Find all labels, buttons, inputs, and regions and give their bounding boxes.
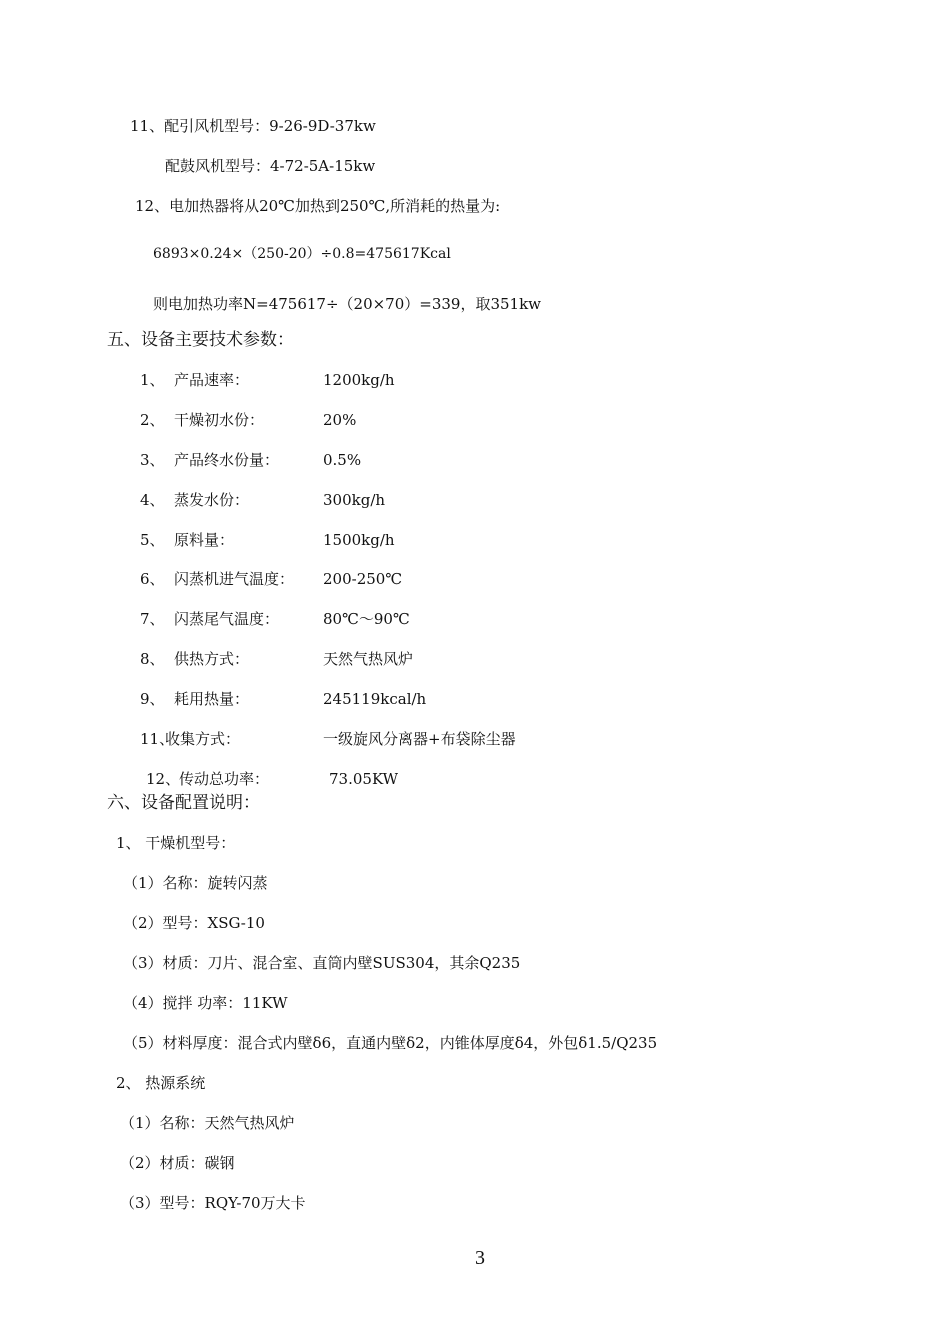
spec-item-value: 73.05KW xyxy=(329,770,399,788)
spec-item-label: 产品终水份量： xyxy=(174,451,280,469)
spec-item-label: 传动总功率： xyxy=(179,770,270,788)
spec-item-label: 供热方式： xyxy=(174,650,250,668)
dryer-power-line: （4）搅拌 功率：11KW xyxy=(123,994,288,1012)
calc-line-12: 12、电加热器将从20℃加热到250℃,所消耗的热量为: xyxy=(135,197,501,215)
spec-item-value: 0.5% xyxy=(323,451,362,469)
calc-line-12b: 则电加热功率N=475617÷（20×70）=339，取351kw xyxy=(153,295,542,313)
heat-material-line: （2）材质：碳钢 xyxy=(120,1154,235,1172)
spec-item-number: 12、 xyxy=(146,770,181,788)
page-number: 3 xyxy=(475,1247,485,1269)
spec-item-label: 蒸发水份： xyxy=(174,491,250,509)
section-5-title: 五、设备主要技术参数： xyxy=(107,330,294,350)
spec-item-number: 11、 xyxy=(140,730,175,748)
spec-item-number: 3、 xyxy=(140,451,165,469)
dryer-name-line: （1）名称：旋转闪蒸 xyxy=(123,874,268,892)
spec-item-label: 耗用热量： xyxy=(174,690,250,708)
spec-item-value: 1500kg/h xyxy=(323,531,395,549)
spec-item-number: 5、 xyxy=(140,531,165,549)
spec-item-value: 200-250℃ xyxy=(323,570,403,588)
section-6-title: 六、设备配置说明： xyxy=(107,793,260,813)
heat-name-line: （1）名称：天然气热风炉 xyxy=(120,1114,295,1132)
spec-item-number: 6、 xyxy=(140,570,165,588)
spec-item-number: 8、 xyxy=(140,650,165,668)
spec-item-label: 原料量： xyxy=(174,531,235,549)
dryer-thickness-line: （5）材料厚度：混合式内壁δ6，直通内壁δ2，内锥体厚度δ4，外包δ1.5/Q235 xyxy=(123,1034,658,1052)
subsection-1-heading: 1、 干燥机型号： xyxy=(116,834,236,852)
spec-item-value: 一级旋风分离器+布袋除尘器 xyxy=(323,730,516,748)
calc-line-11: 11、配引风机型号：9-26-9D-37kw xyxy=(130,117,376,135)
spec-item-value: 245119kcal/h xyxy=(323,690,427,708)
spec-item-number: 1、 xyxy=(140,371,165,389)
heat-model-line: （3）型号：RQY-70万大卡 xyxy=(120,1194,306,1212)
spec-item-value: 天然气热风炉 xyxy=(323,650,414,668)
spec-item-label: 闪蒸机进气温度： xyxy=(174,570,295,588)
spec-item-label: 干燥初水份： xyxy=(174,411,265,429)
spec-item-number: 4、 xyxy=(140,491,165,509)
spec-item-number: 7、 xyxy=(140,610,165,628)
calc-line-11b: 配鼓风机型号：4-72-5A-15kw xyxy=(165,157,376,175)
dryer-model-line: （2）型号：XSG-10 xyxy=(123,914,265,932)
spec-item-number: 2、 xyxy=(140,411,165,429)
spec-item-value: 20% xyxy=(323,411,357,429)
spec-item-label: 产品速率： xyxy=(174,371,250,389)
spec-item-value: 80℃～90℃ xyxy=(323,610,410,628)
calc-line-12a: 6893×0.24×（250-20）÷0.8=475617Kcal xyxy=(153,246,451,262)
subsection-2-heading: 2、 热源系统 xyxy=(116,1074,206,1092)
dryer-material-line: （3）材质：刀片、混合室、直筒内壁SUS304，其余Q235 xyxy=(123,954,521,972)
spec-item-value: 1200kg/h xyxy=(323,371,395,389)
spec-item-label: 收集方式： xyxy=(165,730,241,748)
spec-item-label: 闪蒸尾气温度： xyxy=(174,610,280,628)
spec-item-value: 300kg/h xyxy=(323,491,386,509)
spec-item-number: 9、 xyxy=(140,690,165,708)
